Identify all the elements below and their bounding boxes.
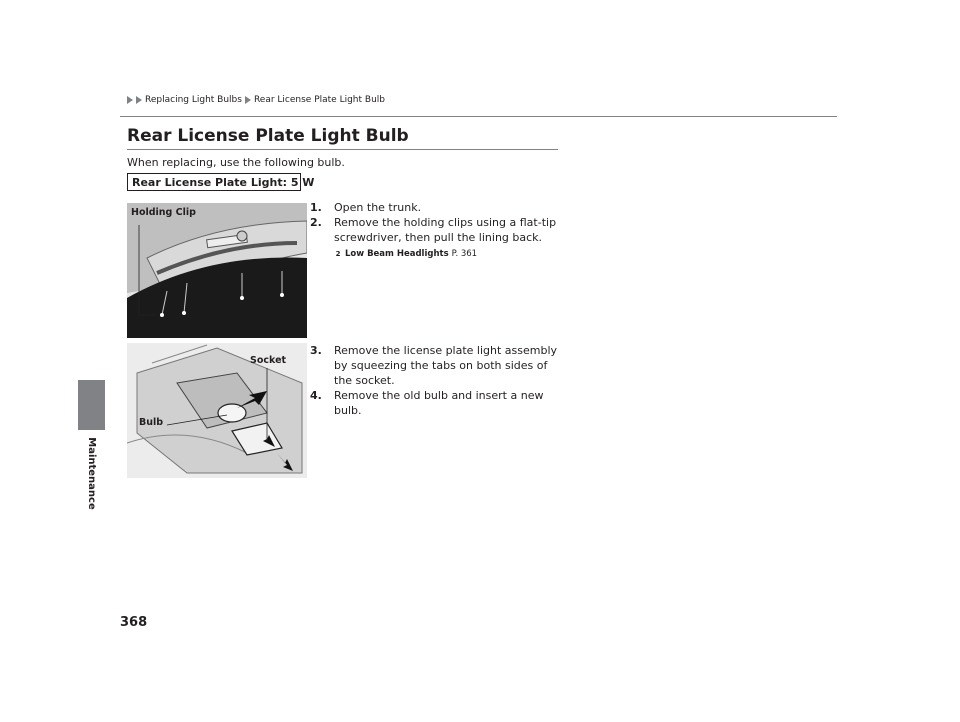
step-text: Remove the old bulb and insert a new bulb. bbox=[334, 389, 544, 417]
section-label-wrap bbox=[72, 438, 110, 508]
step-text: Remove the holding clips using a flat-tip screwdriver, then pull the lining back. bbox=[334, 216, 557, 244]
step-3 bbox=[310, 343, 560, 388]
reference-title[interactable]: Low Beam Headlights bbox=[345, 249, 449, 259]
step-number: 2. bbox=[310, 216, 322, 229]
step-text: Remove the license plate light assembly by squeezing the tabs on both sides of the socket. bbox=[334, 344, 558, 387]
page-title: Rear License Plate Light Bulb bbox=[127, 126, 409, 146]
step-2 bbox=[310, 215, 560, 262]
breadcrumb-arrow-icon bbox=[245, 96, 251, 104]
breadcrumb-arrow-icon bbox=[127, 96, 133, 104]
steps-group-1 bbox=[310, 200, 560, 262]
step-text: Open the trunk. bbox=[334, 201, 422, 214]
reference-page[interactable]: P. 361 bbox=[451, 249, 478, 259]
step-4 bbox=[310, 388, 560, 418]
step-number: 4. bbox=[310, 389, 322, 402]
step-number: 3. bbox=[310, 344, 322, 357]
trunk-lining-illustration bbox=[127, 203, 307, 338]
bulb-spec-box bbox=[127, 173, 315, 191]
step-1 bbox=[310, 200, 560, 215]
holding-clip-label: Holding Clip bbox=[131, 207, 196, 218]
page-number: 368 bbox=[120, 615, 148, 630]
cross-reference[interactable] bbox=[334, 247, 560, 262]
breadcrumb bbox=[127, 95, 385, 105]
reference-arrow-icon: 2 bbox=[335, 250, 341, 258]
figure-trunk-lining bbox=[127, 203, 307, 338]
header-divider bbox=[120, 116, 837, 117]
breadcrumb-item-current[interactable]: Rear License Plate Light Bulb bbox=[253, 95, 385, 105]
intro-text: When replacing, use the following bulb. bbox=[127, 156, 345, 169]
section-tab bbox=[78, 380, 105, 430]
bulb-label: Bulb bbox=[139, 417, 164, 428]
breadcrumb-arrow-icon bbox=[136, 96, 142, 104]
bulb-spec-text: Rear License Plate Light: 5 W bbox=[132, 176, 315, 189]
steps-group-2 bbox=[310, 343, 560, 418]
section-label: Maintenance bbox=[85, 436, 97, 510]
figure-license-light-socket bbox=[127, 343, 307, 478]
breadcrumb-item-replacing-light-bulbs[interactable]: Replacing Light Bulbs bbox=[145, 95, 242, 105]
socket-label: Socket bbox=[250, 355, 287, 366]
title-divider bbox=[127, 149, 558, 150]
step-number: 1. bbox=[310, 201, 322, 214]
